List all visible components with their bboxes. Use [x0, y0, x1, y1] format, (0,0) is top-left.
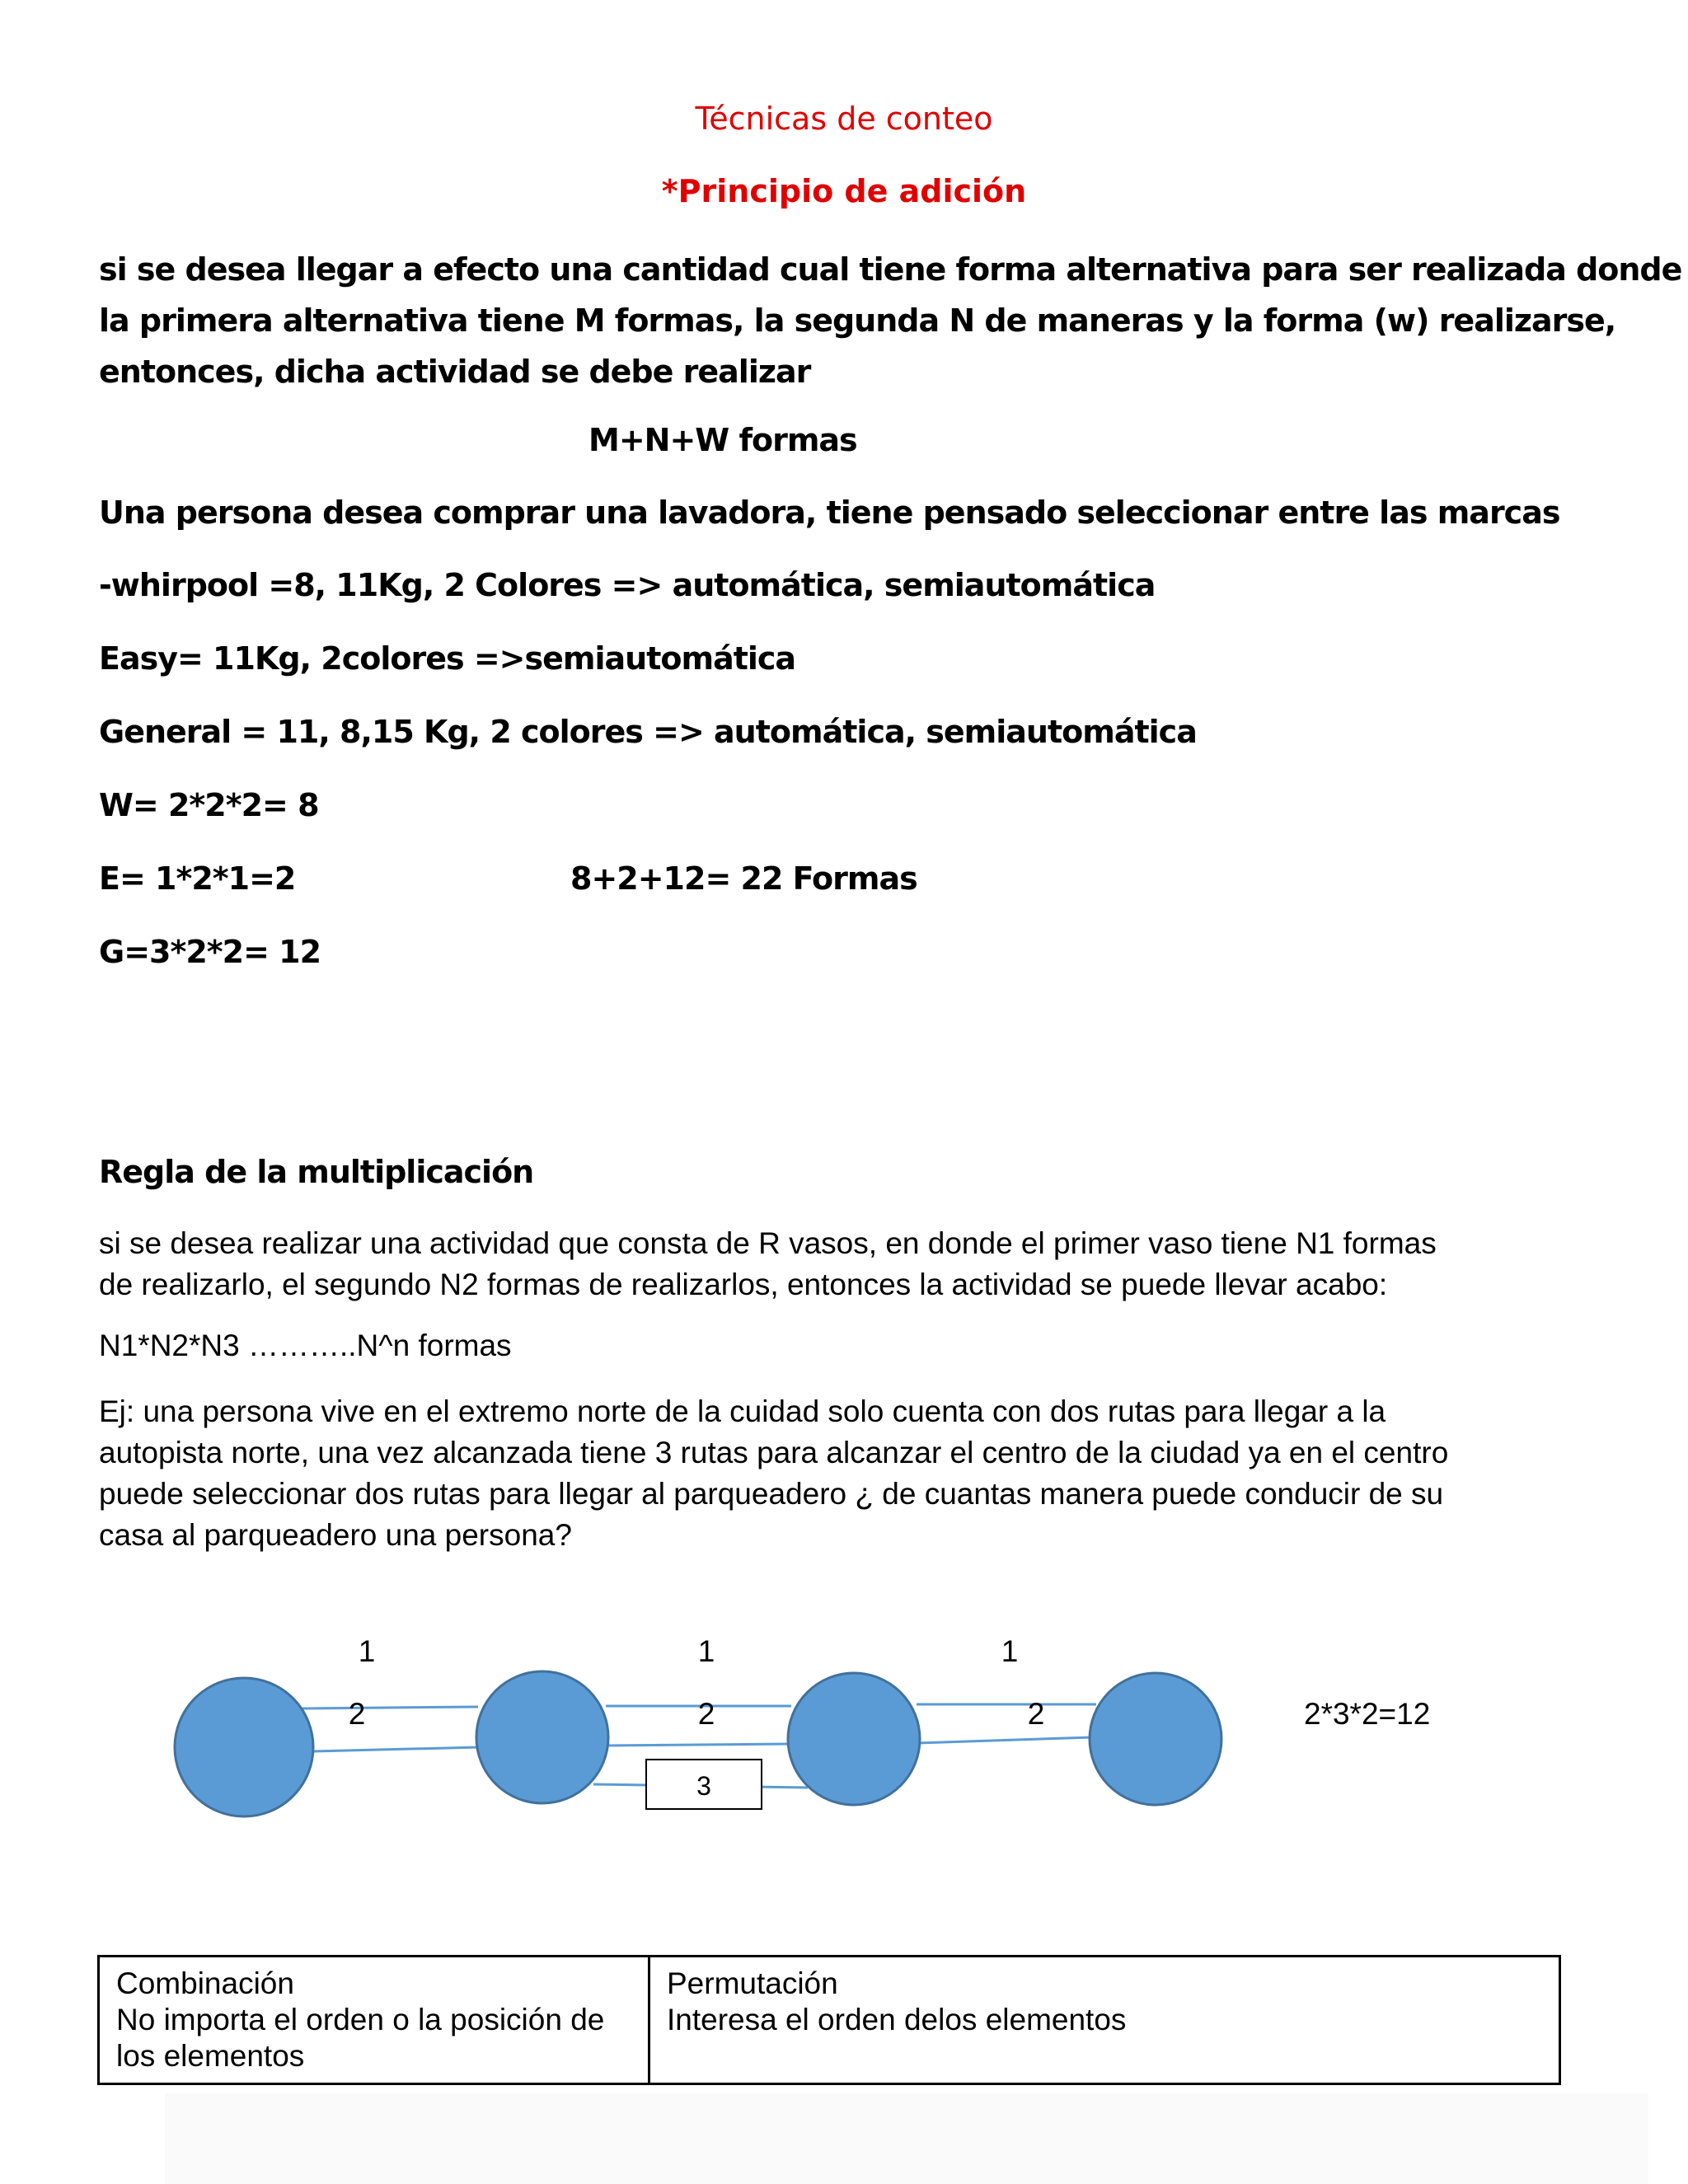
page-bottom-shade — [165, 2093, 1648, 2184]
brand-easy: Easy= 11Kg, 2colores =>semiautomática — [99, 640, 796, 677]
route-label: 3 — [696, 1771, 711, 1801]
combination-header: Combinación — [116, 1966, 294, 2000]
route-line — [917, 1737, 1092, 1743]
brand-general: General = 11, 8,15 Kg, 2 colores => automática, semiautomática — [99, 714, 1197, 750]
route-label: 2 — [348, 1697, 366, 1731]
combination-cell — [99, 1957, 649, 2084]
addition-intro-line: entonces, dicha actividad se debe realizar — [99, 354, 811, 390]
node-home — [175, 1678, 313, 1816]
example-line: Ej: una persona vive en el extremo norte de la cuidad solo cuenta con dos rutas para llegar a la — [99, 1394, 1386, 1428]
permutation-cell — [649, 1957, 1560, 2084]
addition-intro-line: si se desea llegar a efecto una cantidad cual tiene forma alternativa para ser realizada donde — [99, 251, 1682, 288]
combination-text: No importa el orden o la posición de los elementos — [116, 2003, 605, 2073]
addition-intro — [99, 244, 1682, 397]
definition-line: si se desea realizar una actividad que consta de R vasos, en donde el primer vaso tiene N1 formas — [99, 1226, 1437, 1260]
page-title: Técnicas de conteo — [695, 101, 993, 137]
section-title-multiplication: Regla de la multiplicación — [99, 1154, 534, 1190]
example-intro: Una persona desea comprar una lavadora, tiene pensado seleccionar entre las marcas — [99, 494, 1560, 531]
multiplication-definition — [99, 1223, 1566, 1305]
route-diagram — [0, 1599, 1688, 1846]
calc-total: 8+2+12= 22 Formas — [570, 860, 917, 897]
route-line — [606, 1744, 790, 1746]
route-label: 1 — [697, 1634, 715, 1668]
example-line: autopista norte, una vez alcanzada tiene 3 rutas para alcanzar el centro de la ciudad ya en el centro — [99, 1436, 1449, 1469]
calc-e: E= 1*2*1=2 — [99, 860, 296, 897]
route-label: 2 — [1027, 1697, 1045, 1731]
table-row — [99, 1957, 1560, 2084]
node-parking — [1090, 1673, 1221, 1805]
route-label: 1 — [358, 1634, 376, 1668]
addition-formula: M+N+W formas — [588, 422, 857, 458]
diagram-result: 2*3*2=12 — [1304, 1697, 1431, 1731]
node-highway — [476, 1671, 608, 1803]
example-line: puede seleccionar dos rutas para llegar al parqueadero ¿ de cuantas manera puede conducir de su — [99, 1477, 1444, 1511]
node-center — [788, 1673, 920, 1805]
route-line — [313, 1747, 480, 1751]
comparison-table — [97, 1955, 1561, 2085]
addition-intro-line: la primera alternativa tiene M formas, la segunda N de maneras y la forma (w) realizarse, — [99, 302, 1616, 339]
section-title-addition: *Principio de adición — [661, 173, 1027, 209]
definition-line: de realizarlo, el segundo N2 formas de realizarlos, entonces la actividad se puede llevar acabo: — [99, 1268, 1388, 1301]
multiplication-example — [99, 1391, 1566, 1556]
brand-whirpool: -whirpool =8, 11Kg, 2 Colores => automática, semiautomática — [99, 567, 1156, 603]
calc-w: W= 2*2*2= 8 — [99, 787, 319, 823]
permutation-header: Permutación — [667, 1966, 838, 2000]
calc-g: G=3*2*2= 12 — [99, 934, 321, 970]
permutation-text: Interesa el orden delos elementos — [667, 2003, 1127, 2036]
route-label: 1 — [1001, 1634, 1019, 1668]
example-line: casa al parqueadero una persona? — [99, 1518, 572, 1552]
route-line — [302, 1707, 478, 1708]
route-label: 2 — [697, 1697, 715, 1731]
multiplication-formula: N1*N2*N3 ………..N^n formas — [99, 1329, 512, 1362]
